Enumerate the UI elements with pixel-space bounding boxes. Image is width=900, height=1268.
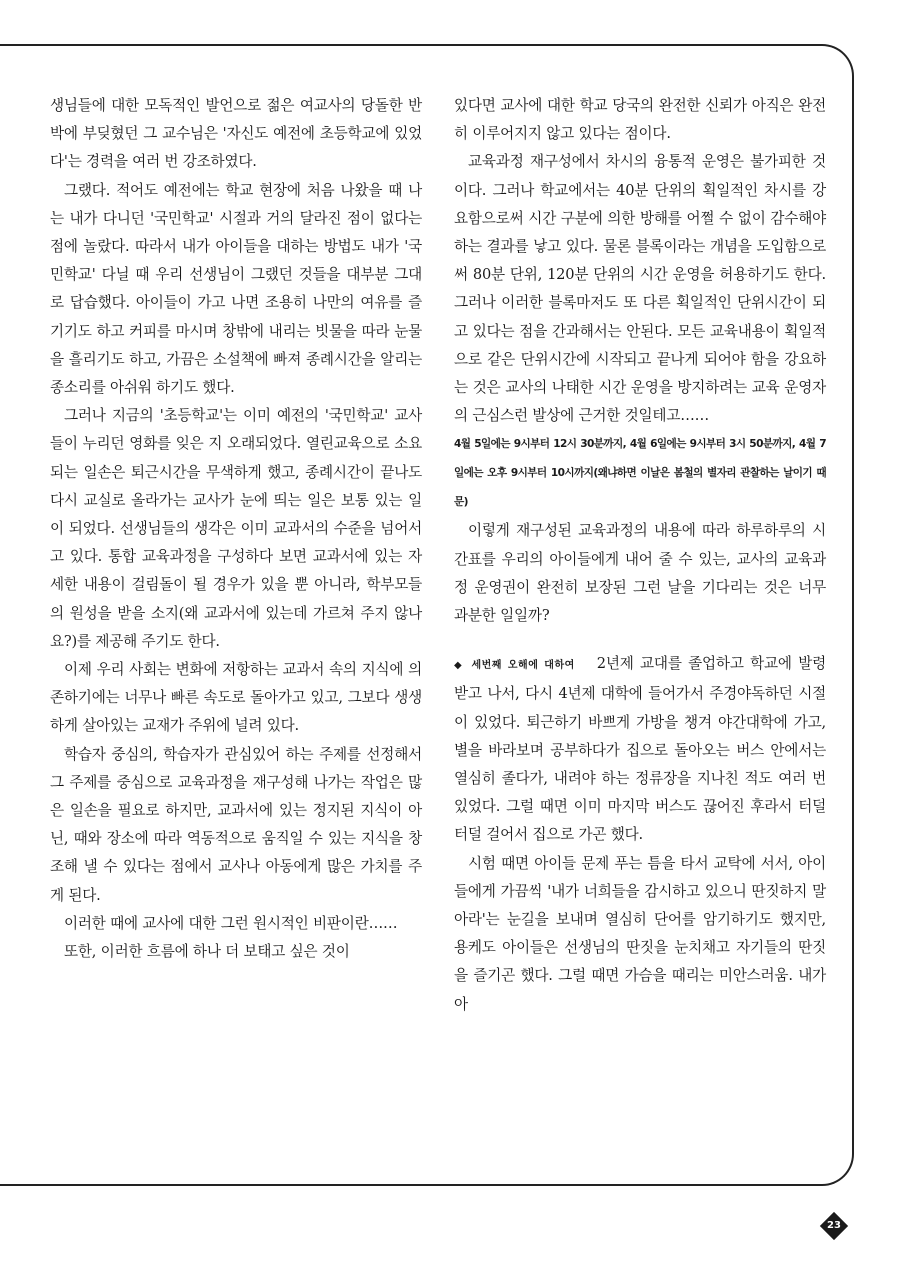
paragraph: 있다면 교사에 대한 학교 당국의 완전한 신뢰가 아직은 완전히 이루어지지 않고 있다는 점이다. — [454, 97, 826, 143]
paragraph: 시험 때면 아이들 문제 푸는 틈을 타서 교탁에 서서, 아이들에게 가끔씩 '내가 너희들을 감시하고 있으니 딴짓하지 말아라'는 눈길을 보내며 열심히 단어를 암기하기도 했지만, 용케도 아이들은 선생님의 딴짓을 눈치채고 자기들의 딴짓을 즐기곤 했다. 그럴 때면 가슴을 때리는 미안스러움. 내가 아 — [454, 854, 826, 1013]
paragraph: 이제 우리 사회는 변화에 저항하는 교과서 속의 지식에 의존하기에는 너무나 빠른 속도로 돌아가고 있고, 그보다 생생하게 살아있는 교재가 주위에 널려 있다. — [50, 661, 422, 735]
section-paragraph — [454, 650, 826, 849]
left-column — [50, 92, 422, 966]
section-text: 2년제 교대를 졸업하고 학교에 발령받고 나서, 다시 4년제 대학에 들어가서 주경야독하던 시절이 있었다. 퇴근하기 바쁘게 가방을 챙겨 야간대학에 가고, 별을 바라보며 공부하다가 집으로 돌아오는 버스 안에서는 열심히 졸다가, 내려야 하는 정류장을 지나친 적도 여러 번 있었다. 그럴 때면 이미 마지막 버스도 끊어진 후라서 터덜터덜 걸어서 집으로 가곤 했다. — [454, 655, 826, 844]
paragraph: 그랬다. 적어도 예전에는 학교 현장에 처음 나왔을 때 나는 내가 다니던 '국민학교' 시절과 거의 달라진 점이 없다는 점에 놀랐다. 따라서 내가 아이들을 대하는 방법도 내가 '국민학교' 다닐 때 우리 선생님이 그랬던 것들을 대부분 그대로 답습했다. 아이들이 가고 나면 조용히 나만의 여유를 즐기기도 하고 커피를 마시며 창밖에 내리는 빗물을 따라 눈물을 흘리기도 하고, 가끔은 소설책에 빠져 종례시간을 알리는 종소리를 아쉬워 하기도 했다. — [50, 181, 422, 397]
page-number-badge — [820, 1212, 848, 1240]
paragraph: 이렇게 재구성된 교육과정의 내용에 따라 하루하루의 시간표를 우리의 아이들에게 내어 줄 수 있는, 교사의 교육과정 운영권이 완전히 보장된 그런 날을 기다리는 것은 너무 과분한 일일까? — [454, 522, 826, 625]
paragraph: 또한, 이러한 흐름에 하나 더 보태고 싶은 것이 — [64, 943, 350, 961]
paragraph: 학습자 중심의, 학습자가 관심있어 하는 주제를 선정해서 그 주제를 중심으로 교육과정을 재구성해 나가는 작업은 많은 일손을 필요로 하지만, 교과서에 있는 정지된 지식이 아닌, 때와 장소에 따라 역동적으로 움직일 수 있는 지식을 창조해 낼 수 있다는 점에서 교사나 아동에게 많은 가치를 주게 된다. — [50, 745, 422, 904]
paragraph: 이러한 때에 교사에 대한 그런 원시적인 비판이란…… — [64, 914, 398, 932]
schedule-note: 4월 5일에는 9시부터 12시 30분까지, 4월 6일에는 9시부터 3시 50분까지, 4월 7일에는 오후 9시부터 10시까지(왜냐하면 이날은 봄철의 별자리 관찰하는 날이기 때문) — [454, 438, 826, 509]
diamond-bullet-icon: ◆ — [454, 660, 464, 672]
paragraph: 교육과정 재구성에서 차시의 융통적 운영은 불가피한 것이다. 그러나 학교에서는 40분 단위의 획일적인 차시를 강요함으로써 시간 구분에 의한 방해를 어쩔 수 없이 감수해야 하는 결과를 낳고 있다. 물론 블록이라는 개념을 도입함으로써 80분 단위, 120분 단위의 시간 운영을 허용하기도 한다. 그러나 이러한 블록마저도 또 다른 획일적인 단위시간이 되고 있다는 점을 간과해서는 안된다. 모든 교육내용이 획일적으로 같은 단위시간에 시작되고 끝나게 되어야 함을 강요하는 것은 교사의 나태한 시간 운영을 방지하려는 교육 운영자의 근심스런 발상에 근거한 것일테고…… — [454, 153, 826, 425]
paragraph: 생님들에 대한 모독적인 발언으로 젊은 여교사의 당돌한 반박에 부딪혔던 그 교수님은 '자신도 예전에 초등학교에 있었다'는 경력을 여러 번 강조하였다. — [50, 97, 422, 171]
page-number: 23 — [827, 1220, 841, 1231]
section-heading: 세번째 오해에 대하여 — [471, 660, 575, 672]
paragraph: 그러나 지금의 '초등학교'는 이미 예전의 '국민학교' 교사들이 누리던 영화를 잊은 지 오래되었다. 열린교육으로 소요되는 일손은 퇴근시간을 무색하게 했고, 종례시간이 끝나도 다시 교실로 올라가는 교사가 눈에 띄는 일은 보통 있는 일이 되었다. 선생님들의 생각은 이미 교과서의 수준을 넘어서고 있다. 통합 교육과정을 구성하다 보면 교과서에 있는 자세한 내용이 걸림돌이 될 경우가 있을 뿐 아니라, 학부모들의 원성을 받을 소지(왜 교과서에 있는데 가르쳐 주지 않나요?)를 제공해 주기도 한다. — [50, 407, 422, 650]
right-column — [454, 92, 826, 1019]
